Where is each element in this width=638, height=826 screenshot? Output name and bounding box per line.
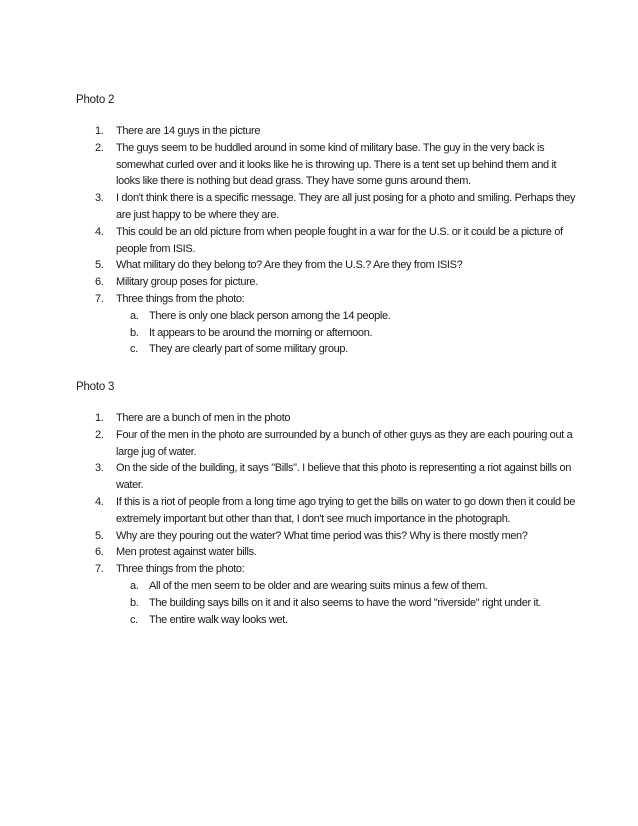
list-item: 1. There are a bunch of men in the photo (95, 412, 291, 424)
list-item: 7. Three things from the photo: a. All of the men seem to be older and are wearing suits minus a few of them. b. The building says bills on it and it also seems to have the word "riverside" right under it. c. The entire walk way looks wet. (76, 561, 576, 628)
list-item: 3. I don't think there is a specific message. They are all just posing for a photo and smiling. Perhaps they are just happy to be where they are. (95, 192, 576, 221)
photo2-sublist (116, 308, 576, 358)
list-item: 2. Four of the men in the photo are surrounded by a bunch of other guys as they are each pouring out a large jug of water. (95, 428, 573, 458)
list-item: 6. Men protest against water bills. (95, 546, 257, 559)
list-item: 5. Why are they pouring out the water? What time period was this? Why is there mostly men? (95, 529, 528, 542)
list-item: 1. There are 14 guys in the picture (95, 125, 261, 137)
sub-list-item: c. They are clearly part of some military group. (130, 343, 348, 356)
photo2-section (76, 93, 576, 358)
photo3-sublist (116, 578, 576, 628)
sub-list-item: c. The entire walk way looks wet. (130, 613, 288, 626)
list-item: 4. This could be an old picture from when people fought in a war for the U.S. or it could be a picture of people from ISIS. (95, 225, 563, 255)
photo3-list (76, 410, 576, 628)
sub-list-item: a. There is only one black person among the 14 people. (130, 309, 391, 322)
list-item: 7. Three things from the photo: a. There is only one black person among the 14 people. b. It appears to be around the morning or afternoon. c. They are clearly part of some military group. (76, 291, 576, 358)
sub-list-item: b. It appears to be around the morning or afternoon. (130, 326, 373, 339)
photo2-heading: Photo 2 (76, 94, 115, 106)
list-item: 2. The guys seem to be huddled around in some kind of military base. The guy in the very back is somewhat curled over and it looks like he is throwing up. There is a tent set up behind them and it looks like there is nothing but dead grass. They have some guns around them. (95, 141, 557, 188)
list-item: 3. On the side of the building, it says "Bills". I believe that this photo is representing a riot against bills on water. (95, 462, 572, 492)
photo3-section (76, 380, 576, 628)
sub-list-item: b. The building says bills on it and it also seems to have the word "riverside" right under it. (130, 596, 541, 609)
list-item: 4. If this is a riot of people from a long time ago trying to get the bills on water to go down then it could be extremely important but other than that, I don't see much importance in the photograph. (95, 495, 575, 525)
list-item: 6. Military group poses for picture. (95, 276, 258, 289)
photo3-heading: Photo 3 (76, 381, 115, 393)
list-item: 5. What military do they belong to? Are they from the U.S.? Are they from ISIS? (95, 259, 463, 272)
sub-list-item: a. All of the men seem to be older and are wearing suits minus a few of them. (130, 579, 488, 592)
photo2-list (76, 123, 576, 358)
